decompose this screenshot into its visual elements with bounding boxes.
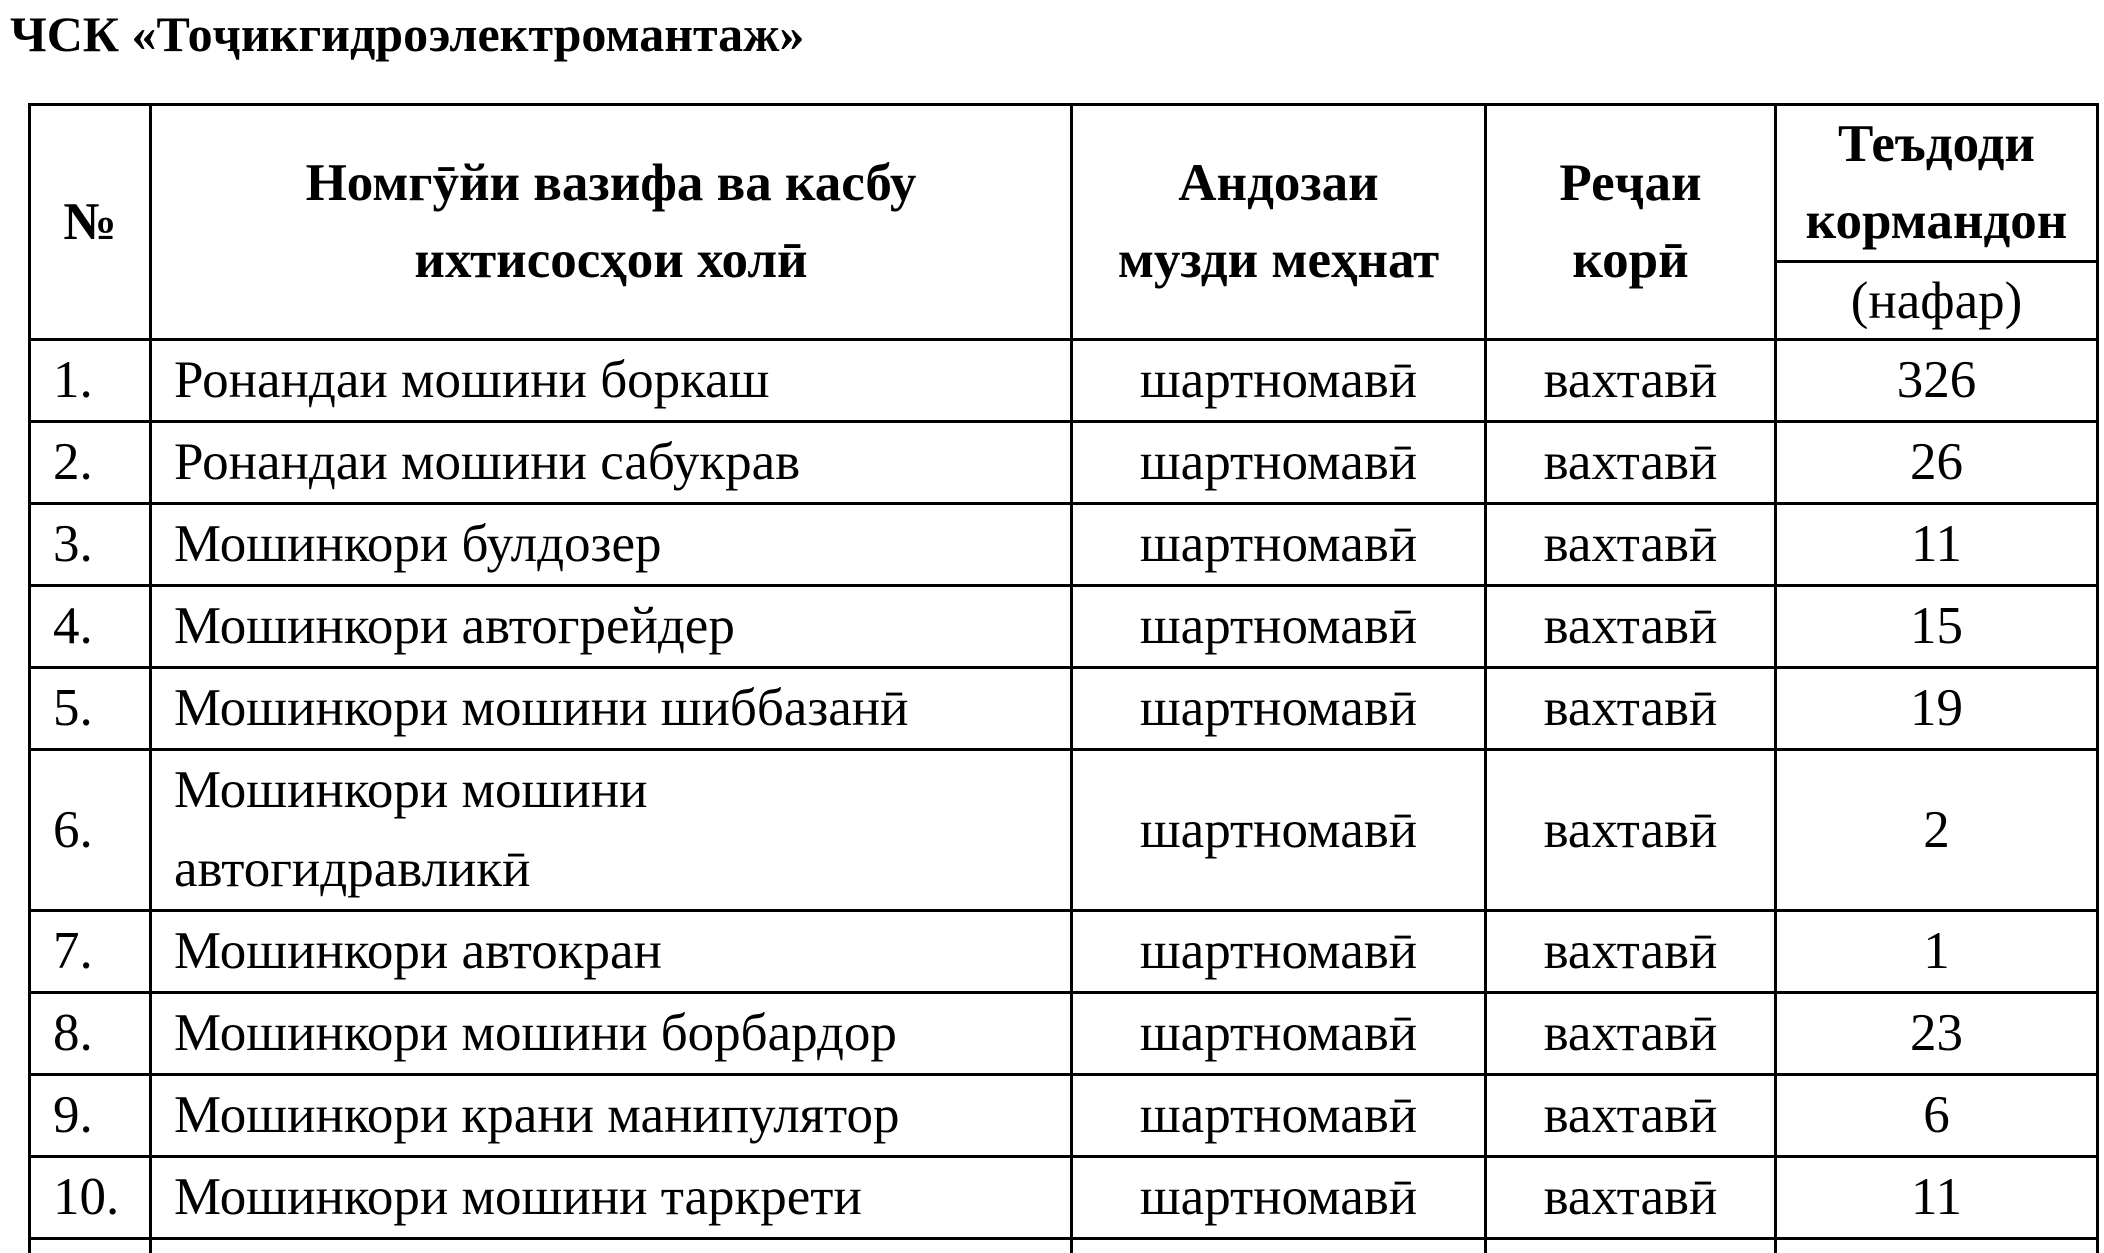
table-row	[30, 340, 2098, 422]
row-position-name: Мошинкори автогрейдер	[151, 586, 1072, 668]
row-wage: шартномавӣ	[1072, 586, 1486, 668]
header-employee-count	[1776, 105, 2098, 262]
row-employee-count: 15	[1776, 586, 2098, 668]
header-position-name	[151, 105, 1072, 340]
table-row	[30, 586, 2098, 668]
table-row	[30, 1075, 2098, 1157]
row-work-regime: вахтавӣ	[1486, 911, 1776, 993]
row-wage: шартномавӣ	[1072, 422, 1486, 504]
row-number: 5.	[30, 668, 151, 750]
table-row	[30, 504, 2098, 586]
document-title: ЧСК «Тоҷикгидроэлектромантаж»	[10, 6, 805, 62]
row-position-name: Мошинкори мошини шиббазанӣ	[151, 668, 1072, 750]
row-work-regime: вахтавӣ	[1486, 668, 1776, 750]
row-employee-count: 2	[1776, 750, 2098, 911]
row-position-name: Мошинкори булдозер	[151, 504, 1072, 586]
table-row	[30, 422, 2098, 504]
row-number: 3.	[30, 504, 151, 586]
row-wage: шартномавӣ	[1072, 993, 1486, 1075]
row-employee-count: 23	[1776, 993, 2098, 1075]
row-wage: шартномавӣ	[1072, 911, 1486, 993]
row-position-name: Мошинкори автокран	[151, 911, 1072, 993]
header-work-regime-line1: Реҷаи	[1559, 154, 1702, 212]
row-position-name: Ронандаи мошини боркаш	[151, 340, 1072, 422]
row-wage: шартномавӣ	[1072, 1075, 1486, 1157]
row-cut-cell	[1776, 1239, 2098, 1253]
row-position-name-line1: Мошинкори мошини	[174, 761, 648, 819]
table-row	[30, 993, 2098, 1075]
row-work-regime: вахтавӣ	[1486, 750, 1776, 911]
header-employee-count-line1: Теъдоди	[1838, 115, 2035, 173]
table-row	[30, 750, 2098, 911]
row-work-regime: вахтавӣ	[1486, 1075, 1776, 1157]
row-position-name: Мошинкори мошини борбардор	[151, 993, 1072, 1075]
row-employee-count: 11	[1776, 1157, 2098, 1239]
row-number: 2.	[30, 422, 151, 504]
row-cut-cell	[151, 1239, 1072, 1253]
row-position-name	[151, 750, 1072, 911]
header-count-unit: (нафар)	[1776, 262, 2098, 340]
row-number: 1.	[30, 340, 151, 422]
row-wage: шартномавӣ	[1072, 668, 1486, 750]
row-wage: шартномавӣ	[1072, 504, 1486, 586]
row-number: 9.	[30, 1075, 151, 1157]
row-work-regime: вахтавӣ	[1486, 586, 1776, 668]
row-position-name: Мошинкори мошини таркрети	[151, 1157, 1072, 1239]
row-position-name: Ронандаи мошини сабукрав	[151, 422, 1072, 504]
table-row-cut-off	[30, 1239, 2098, 1253]
row-number: 10.	[30, 1157, 151, 1239]
header-wage-line2: музди меҳнат	[1117, 231, 1440, 289]
row-position-name: Мошинкори крани манипулятор	[151, 1075, 1072, 1157]
row-employee-count: 26	[1776, 422, 2098, 504]
table-row	[30, 911, 2098, 993]
row-work-regime: вахтавӣ	[1486, 422, 1776, 504]
header-position-name-line1: Номгӯйи вазифа ва касбу	[305, 154, 917, 212]
row-wage: шартномавӣ	[1072, 340, 1486, 422]
row-number: 6.	[30, 750, 151, 911]
row-employee-count: 326	[1776, 340, 2098, 422]
row-wage: шартномавӣ	[1072, 1157, 1486, 1239]
row-number: 4.	[30, 586, 151, 668]
row-work-regime: вахтавӣ	[1486, 340, 1776, 422]
table-row	[30, 668, 2098, 750]
row-position-name-line2: автогидравликӣ	[174, 840, 531, 898]
header-number: №	[30, 105, 151, 340]
row-number: 7.	[30, 911, 151, 993]
header-position-name-line2: ихтисосҳои холӣ	[414, 231, 808, 289]
row-work-regime: вахтавӣ	[1486, 993, 1776, 1075]
header-wage	[1072, 105, 1486, 340]
table-row	[30, 1157, 2098, 1239]
row-work-regime: вахтавӣ	[1486, 1157, 1776, 1239]
row-work-regime: вахтавӣ	[1486, 504, 1776, 586]
row-cut-cell	[1486, 1239, 1776, 1253]
table-header-row	[30, 105, 2098, 262]
row-cut-cell	[30, 1239, 151, 1253]
header-work-regime	[1486, 105, 1776, 340]
row-wage: шартномавӣ	[1072, 750, 1486, 911]
row-employee-count: 19	[1776, 668, 2098, 750]
row-number: 8.	[30, 993, 151, 1075]
header-employee-count-line2: кормандон	[1805, 192, 2068, 250]
row-employee-count: 1	[1776, 911, 2098, 993]
header-work-regime-line2: корӣ	[1572, 231, 1689, 289]
row-cut-cell	[1072, 1239, 1486, 1253]
vacancies-table	[28, 103, 2099, 1253]
row-employee-count: 6	[1776, 1075, 2098, 1157]
row-employee-count: 11	[1776, 504, 2098, 586]
header-wage-line1: Андозаи	[1178, 154, 1379, 212]
